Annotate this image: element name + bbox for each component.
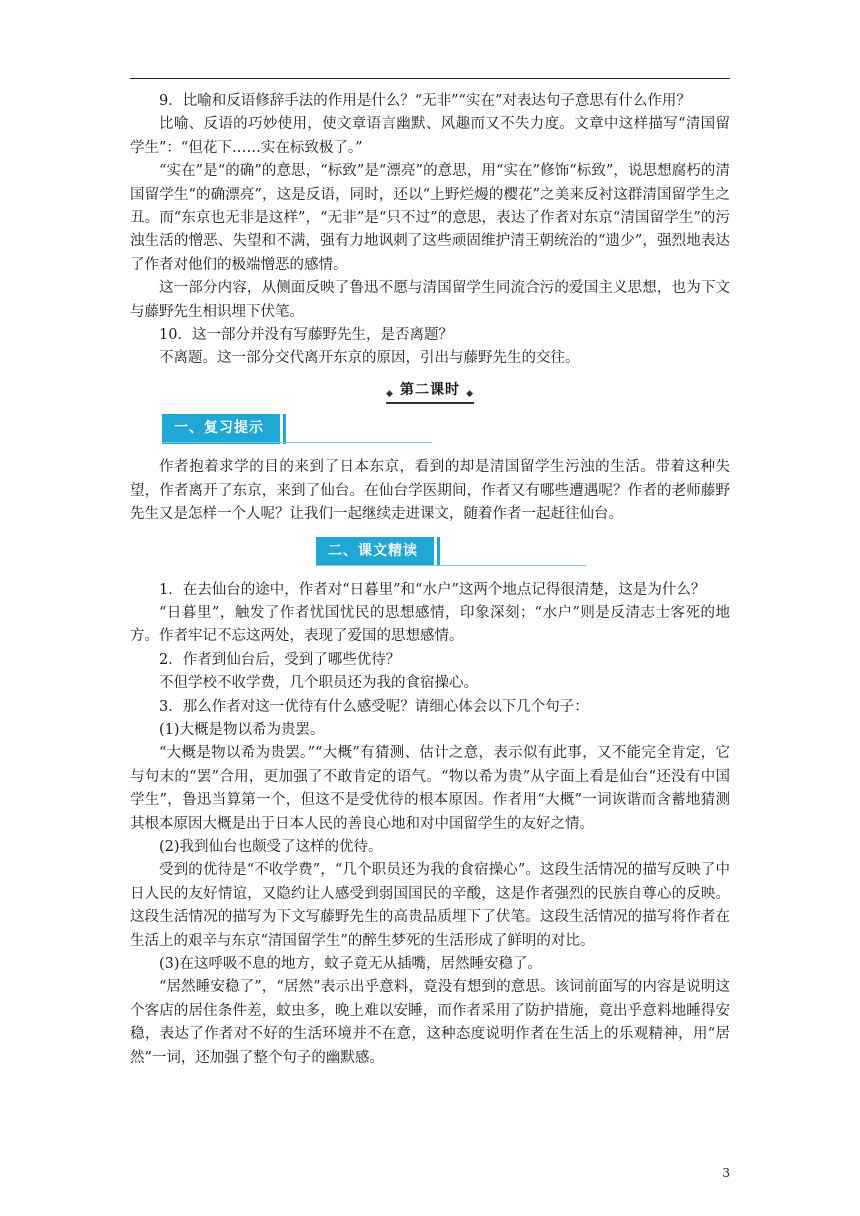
review-paragraph: 作者抱着求学的目的来到了日本东京，看到的却是清国留学生污浊的生活。带着这种失望，作者离开了东京，来到了仙台。在仙台学医期间，作者又有哪些遭遇呢？作者的老师藤野先生又是怎样一个人呢？让我们一起继续走进课文，随着作者一起赶往仙台。 (130, 459, 730, 523)
section-heading-label: 一、复习提示 (162, 414, 280, 443)
answer-paragraph: 这一部分内容，从侧面反映了鲁迅不愿与清国留学生同流合污的爱国主义思想，也为下文与藤野先生相识埋下伏笔。 (130, 280, 730, 320)
reading-paragraph: 1．在去仙台的途中，作者对“日暮里”和“水户”这两个地点记得很清楚，这是为什么？ (159, 581, 706, 598)
section-heading-review (162, 414, 730, 448)
answer-paragraph: “实在”是“的确”的意思，“标致”是“漂亮”的意思，用“实在”修饰“标致”，说思想腐朽的清国留学生“的确漂亮”，这是反语，同时，还以“上野烂熳的樱花”之美来反衬这群清国留学生之丑。而“东京也无非是这样”，“无非”是“只不过”的意思，表达了作者对东京“清国留学生”的污浊生活的憎恶、失望和不满，强有力地讽刺了这些顽固维护清王朝统治的“遗少”，强烈地表达了作者对他们的极端憎恶的感情。 (130, 163, 730, 273)
reading-paragraph: “大概是物以希为贵罢。”“大概”有猜测、估计之意，表示似有此事，又不能完全肯定，它与句末的“罢”合用，更加强了不敢肯定的语气。“物以希为贵”从字面上看是仙台“还没有中国学生”，鲁迅当算第一个，但这不是受优待的根本原因。作者用“大概”一词诙谐而含蓄地猜测其根本原因大概是出于日本人民的善良心地和对中国留学生的友好之情。 (130, 745, 730, 832)
answer-paragraph: 不离题。这一部分交代离开东京的原因，引出与藤野先生的交往。 (159, 350, 580, 367)
reading-paragraph: 不但学校不收学费，几个职员还为我的食宿操心。 (159, 675, 478, 692)
reading-paragraph: 受到的优待是“不收学费”，“几个职员还为我的食宿操心”。这段生活情况的描写反映了中日人民的友好情谊，又隐约让人感受到弱国国民的辛酸，这是作者强烈的民族自尊心的反映。这段生活情况的描写为下文写藤野先生的高贵品质埋下了伏笔。这段生活情况的描写将作者在生活上的艰辛与东京“清国留学生”的醉生梦死的生活形成了鲜明的对比。 (130, 862, 730, 949)
question-10: 10．这一部分并没有写藤野先生，是否离题？ (159, 327, 453, 344)
answer-paragraph: 比喻、反语的巧妙使用，使文章语言幽默、风趣而又不失力度。文章中这样描写“清国留学生”：“但花下……实在标致极了。” (130, 116, 730, 156)
reading-paragraph: (1)大概是物以希为贵罢。 (159, 721, 325, 738)
document-body (130, 90, 730, 1070)
reading-paragraph: “日暮里”，触发了作者忧国忧民的思想感情，印象深刻；“水户”则是反清志士客死的地方。作者牢记不忘这两处，表现了爱国的思想感情。 (130, 604, 730, 645)
lesson-title-wrap (130, 379, 730, 404)
section-heading-label: 二、课文精读 (316, 537, 434, 566)
section-heading-underline (162, 442, 432, 443)
section-heading-reading (316, 537, 730, 571)
reading-paragraph: “居然睡安稳了”，“居然”表示出乎意料，竟没有想到的意思。该词前面写的内容是说明这个客店的居住条件差，蚊虫多，晚上难以安睡，而作者采用了防护措施，竟出乎意料地睡得安稳，表达了作者对不好的生活环境并不在意，这种态度说明作者在生活上的乐观精神，用“居然”一词，还加强了整个句子的幽默感。 (130, 979, 730, 1066)
question-9: 9．比喻和反语修辞手法的作用是什么？“无非”“实在”对表达句子意思有什么作用？ (159, 93, 691, 109)
reading-paragraph: 2．作者到仙台后，受到了哪些优待？ (159, 651, 401, 668)
reading-paragraph: 3．那么作者对这一优待有什么感受呢？请细心体会以下几个句子： (159, 698, 589, 715)
section-heading-underline (316, 565, 586, 566)
reading-paragraph: (3)在这呼吸不息的地方，蚊子竟无从插嘴，居然睡安稳了。 (159, 956, 543, 972)
lesson-title: ◆ 第二课时 ◆ (386, 379, 474, 404)
page-number: 3 (722, 1166, 730, 1180)
reading-paragraph: (2)我到仙台也颇受了这样的优待。 (159, 838, 383, 855)
header-rule (130, 78, 730, 79)
